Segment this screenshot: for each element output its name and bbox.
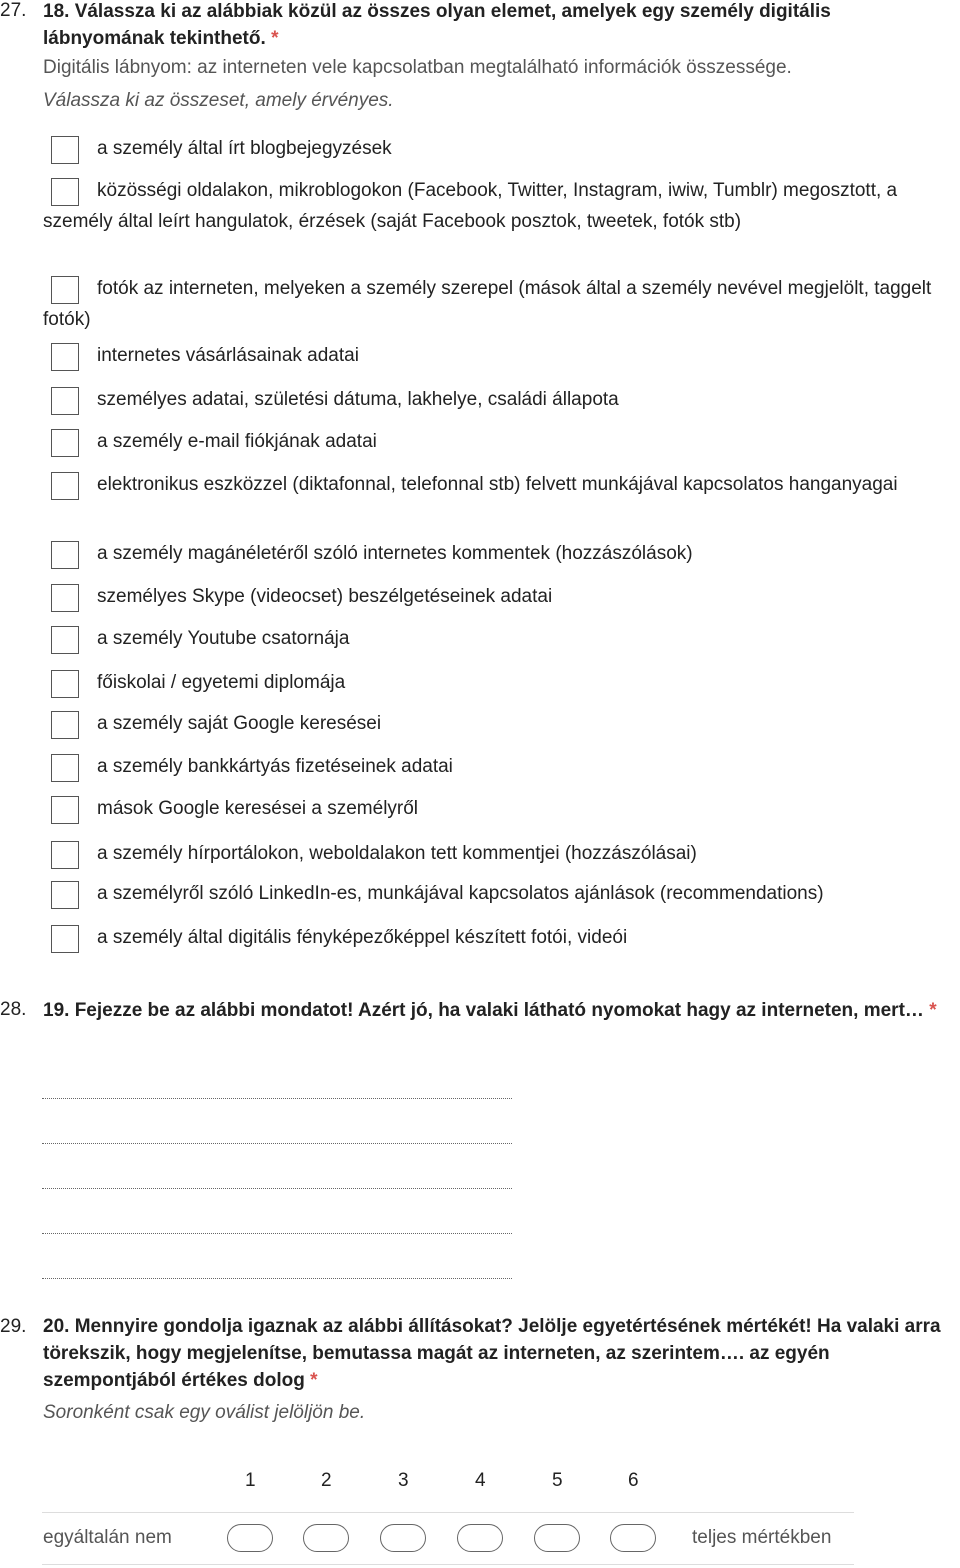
question-instruction: Soronként csak egy oválist jelöljön be.: [43, 1402, 366, 1423]
scale-number: 6: [628, 1470, 639, 1491]
option-label: a személy által digitális fényképezőképpel készített fotói, videói: [97, 927, 628, 948]
question-instruction: Válassza ki az összeset, amely érvényes.: [43, 90, 394, 111]
scale-number: 2: [321, 1470, 332, 1491]
radio-oval[interactable]: [380, 1524, 426, 1552]
question-title: [43, 1313, 952, 1394]
required-marker: *: [310, 1370, 318, 1391]
option-label: a személy által írt blogbejegyzések: [97, 138, 392, 159]
option-label: internetes vásárlásainak adatai: [97, 345, 359, 366]
option-label: személyes adatai, születési dátuma, lakhelye, családi állapota: [97, 389, 619, 410]
required-marker: *: [929, 1000, 937, 1021]
question-number: 27.: [0, 0, 27, 21]
question-number: 29.: [0, 1316, 27, 1337]
option-label: mások Google keresései a személyről: [97, 798, 419, 819]
radio-oval[interactable]: [227, 1524, 273, 1552]
divider: [42, 1512, 854, 1513]
radio-oval[interactable]: [534, 1524, 580, 1552]
option-label: elektronikus eszközzel (diktafonnal, telefonnal stb) felvett munkájával kapcsolatos hanganyagai: [97, 474, 898, 495]
option-label: a személy saját Google keresései: [97, 713, 382, 734]
option-label: a személy Youtube csatornája: [97, 628, 350, 649]
scale-number: 3: [398, 1470, 409, 1491]
answer-line[interactable]: [42, 1278, 512, 1279]
option-label: a személy bankkártyás fizetéseinek adatai: [97, 756, 453, 777]
scale-number: 5: [552, 1470, 563, 1491]
question-title-text: 19. Fejezze be az alábbi mondatot! Azért jó, ha valaki látható nyomokat hagy az interneten, mert…: [43, 1000, 924, 1021]
scale-number: 1: [245, 1470, 256, 1491]
answer-line[interactable]: [42, 1098, 512, 1099]
option-label: főiskolai / egyetemi diplomája: [97, 672, 346, 693]
option-label: fotók az interneten, melyeken a személy szerepel (mások által a személy nevével megjelölt, taggelt fotók): [43, 278, 932, 330]
answer-line[interactable]: [42, 1188, 512, 1189]
radio-oval[interactable]: [457, 1524, 503, 1552]
option-label: a személy hírportálokon, weboldalakon tett kommentjei (hozzászólásai): [97, 843, 697, 864]
radio-oval[interactable]: [610, 1524, 656, 1552]
question-number: 28.: [0, 999, 27, 1020]
question-description: Digitális lábnyom: az interneten vele kapcsolatban megtalálható információk összessége.: [43, 57, 792, 78]
question-title-text: 20. Mennyire gondolja igaznak az alábbi állításokat? Jelölje egyetértésének mértékét! Ha valaki arra törekszik, hogy megjelenítse, bemutassa magát az interneten, az szerintem…. az egyén szempontjából értékes dolog: [43, 1316, 941, 1391]
answer-line[interactable]: [42, 1143, 512, 1144]
scale-number: 4: [475, 1470, 486, 1491]
question-title: [43, 0, 952, 52]
required-marker: *: [271, 28, 279, 49]
radio-oval[interactable]: [303, 1524, 349, 1552]
scale-low-label: egyáltalán nem: [43, 1527, 172, 1548]
option-label: a személyről szóló LinkedIn-es, munkájával kapcsolatos ajánlások (recommendations): [97, 883, 824, 904]
option-label: személyes Skype (videocset) beszélgetéseinek adatai: [97, 586, 553, 607]
answer-line[interactable]: [42, 1233, 512, 1234]
option-label: közösségi oldalakon, mikroblogokon (Facebook, Twitter, Instagram, iwiw, Tumblr) megosztott, a személy által leírt hangulatok, érzések (saját Facebook posztok, tweetek, fotók stb): [43, 180, 898, 232]
scale-high-label: teljes mértékben: [692, 1527, 832, 1548]
divider: [42, 1564, 854, 1565]
option-label: a személy magánéletéről szóló internetes kommentek (hozzászólások): [97, 543, 693, 564]
question-title-text: 18. Válassza ki az alábbiak közül az összes olyan elemet, amelyek egy személy digitális lábnyomának tekinthető.: [43, 1, 831, 49]
option-label: a személy e-mail fiókjának adatai: [97, 431, 377, 452]
question-title: [43, 997, 952, 1024]
